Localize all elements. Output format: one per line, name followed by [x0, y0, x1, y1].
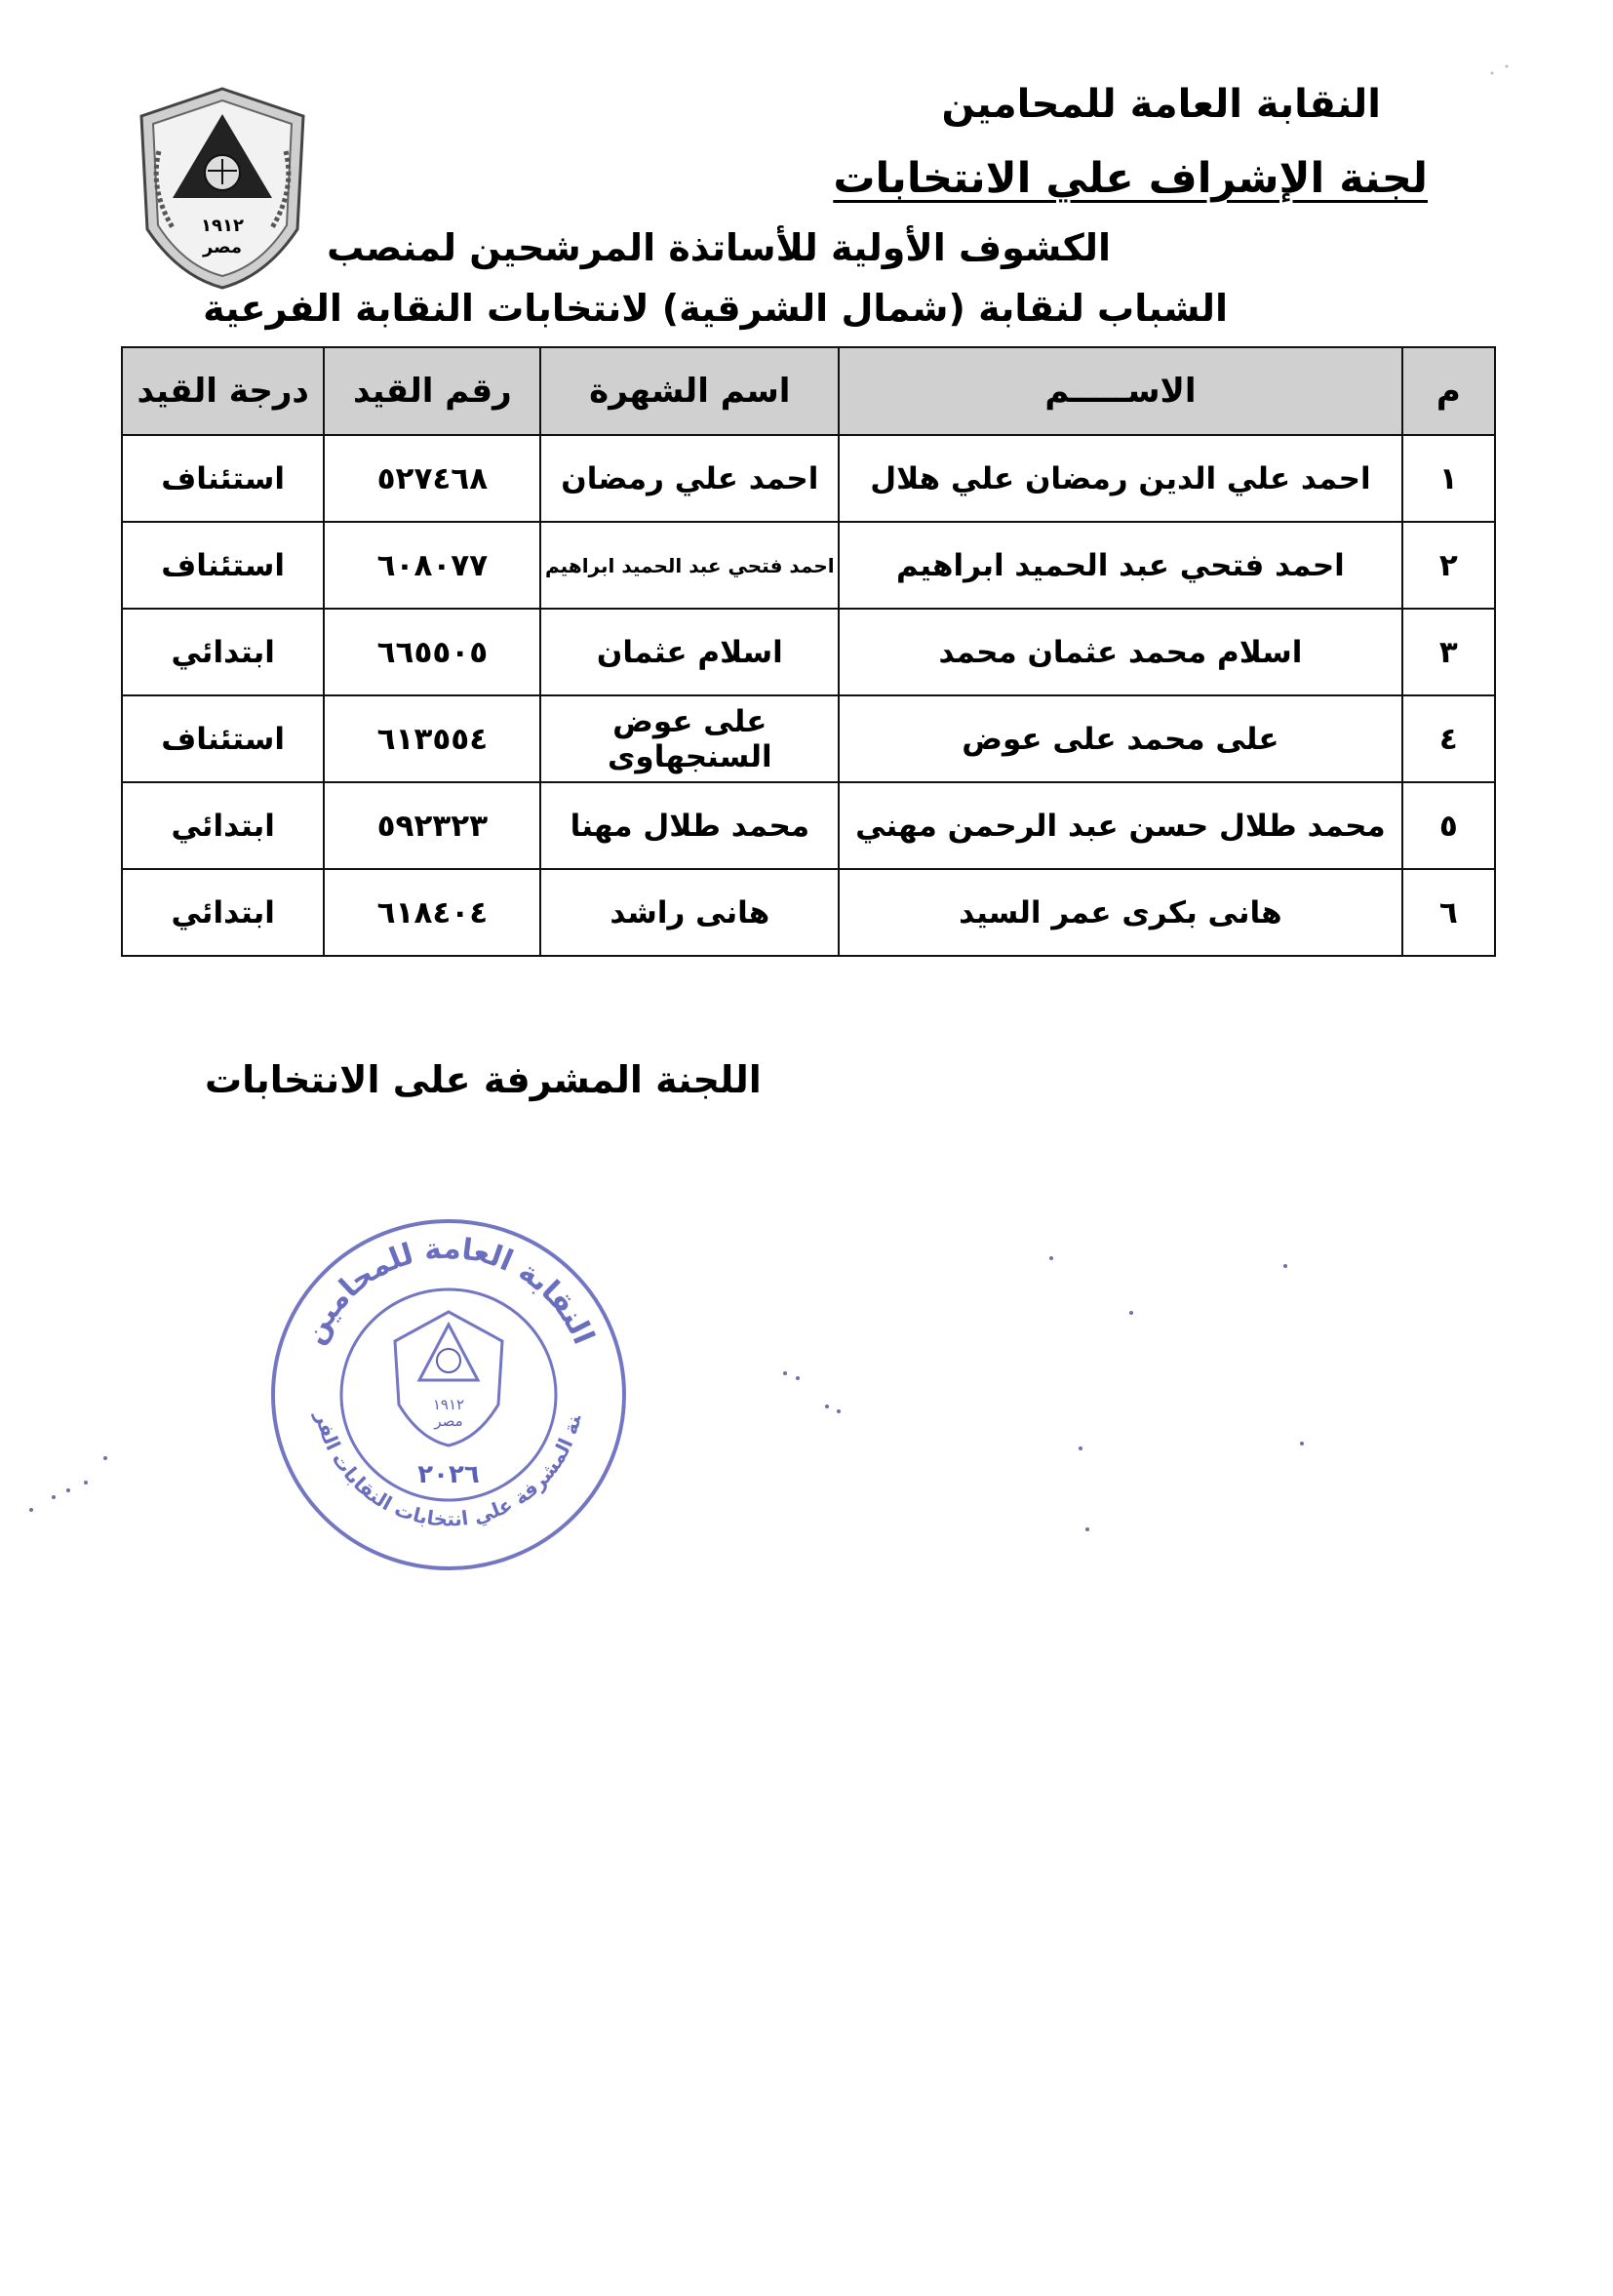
- committee-title: لجنة الإشراف علي الانتخابات: [833, 154, 1428, 203]
- cell-name: اسلام محمد عثمان محمد: [839, 609, 1401, 695]
- cell-num: ٣: [1402, 609, 1495, 695]
- cell-name: هانى بكرى عمر السيد: [839, 869, 1401, 956]
- list-title: الكشوف الأولية للأساتذة المرشحين لمنصب: [327, 226, 1111, 269]
- cell-nickname: على عوض السنجهاوى: [540, 695, 839, 782]
- cell-degree: ابتدائي: [122, 869, 324, 956]
- cell-num: ٥: [1402, 782, 1495, 869]
- cell-name: احمد علي الدين رمضان علي هلال: [839, 435, 1401, 522]
- cell-num: ١: [1402, 435, 1495, 522]
- cell-reg-no: ٥٩٢٣٢٣: [324, 782, 540, 869]
- cell-degree: استئناف: [122, 522, 324, 609]
- logo-year: ١٩١٢: [201, 216, 244, 236]
- header-degree: درجة القيد: [122, 347, 324, 435]
- cell-num: ٤: [1402, 695, 1495, 782]
- header-name: الاســـــم: [839, 347, 1401, 435]
- stamp-outer-text: النقابة العامة للمحامين: [296, 1231, 601, 1350]
- cell-nickname: احمد فتحي عبد الحميد ابراهيم: [540, 522, 839, 609]
- cell-name: احمد فتحي عبد الحميد ابراهيم: [839, 522, 1401, 609]
- union-title: النقابة العامة للمحامين: [941, 82, 1381, 127]
- cell-degree: استئناف: [122, 435, 324, 522]
- list-subtitle: الشباب لنقابة (شمال الشرقية) لانتخابات النقابة الفرعية: [203, 287, 1228, 330]
- cell-reg-no: ٦٦٥٥٠٥: [324, 609, 540, 695]
- stamp-inner-text: نة المشرفة علي انتخابات النقابات الفر: [310, 1409, 586, 1531]
- cell-degree: ابتدائي: [122, 609, 324, 695]
- cell-nickname: هانى راشد: [540, 869, 839, 956]
- stamp-year: ٢٠٢٦: [417, 1460, 480, 1489]
- header-nickname: اسم الشهرة: [540, 347, 839, 435]
- cell-nickname: اسلام عثمان: [540, 609, 839, 695]
- cell-degree: استئناف: [122, 695, 324, 782]
- header-reg-no: رقم القيد: [324, 347, 540, 435]
- logo-country: مصر: [202, 237, 243, 257]
- cell-reg-no: ٦١٨٤٠٤: [324, 869, 540, 956]
- cell-nickname: احمد علي رمضان: [540, 435, 839, 522]
- stamp-logo-year: ١٩١٢: [432, 1396, 465, 1413]
- cell-nickname: محمد طلال مهنا: [540, 782, 839, 869]
- stamp-logo-country: مصر: [434, 1412, 463, 1430]
- cell-reg-no: ٦٠٨٠٧٧: [324, 522, 540, 609]
- cell-name: محمد طلال حسن عبد الرحمن مهني: [839, 782, 1401, 869]
- header-num: م: [1402, 347, 1495, 435]
- cell-reg-no: ٥٢٧٤٦٨: [324, 435, 540, 522]
- cell-name: على محمد على عوض: [839, 695, 1401, 782]
- cell-num: ٢: [1402, 522, 1495, 609]
- cell-num: ٦: [1402, 869, 1495, 956]
- cell-reg-no: ٦١٣٥٥٤: [324, 695, 540, 782]
- cell-degree: ابتدائي: [122, 782, 324, 869]
- committee-signature-label: اللجنة المشرفة على الانتخابات: [205, 1058, 762, 1101]
